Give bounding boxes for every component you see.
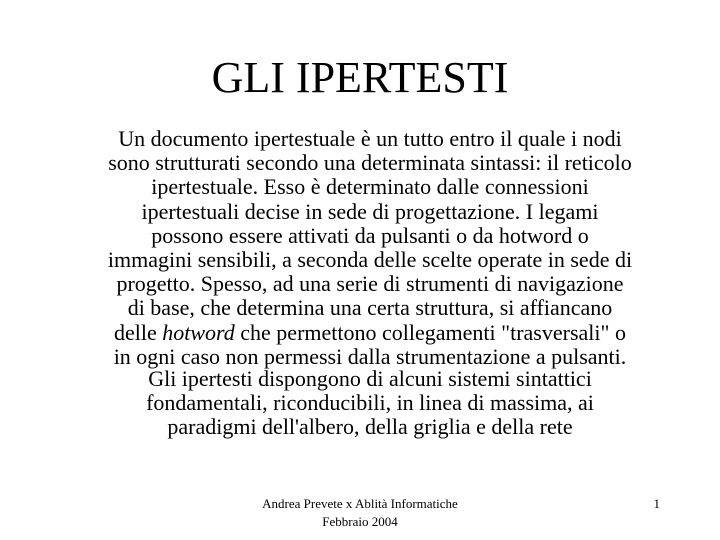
- paragraph-syntactic-systems: [90, 367, 650, 440]
- hotword-italic-term: hotword: [162, 319, 235, 345]
- footer-author: Andrea Prevete x Ablità Informatiche: [262, 496, 458, 511]
- slide-footer: [210, 495, 510, 531]
- text-line: sono strutturati secondo una determinata sintassi: il reticolo: [108, 150, 632, 176]
- text-line: paradigmi dell'albero, della griglia e della rete: [167, 414, 573, 440]
- text-line: immagini sensibili, a seconda delle scelte operate in sede di: [107, 247, 633, 273]
- slide-title: GLI IPERTESTI: [211, 53, 509, 102]
- text-line: in ogni caso non permessi dalla strumentazione a pulsanti.: [113, 343, 627, 369]
- text-line: possono essere attivati da pulsanti o da hotword o: [151, 222, 589, 248]
- text-fragment: che permettono collegamenti "trasversali" o: [234, 319, 626, 345]
- footer-date: Febbraio 2004: [322, 514, 398, 529]
- text-line: ipertestuali decise in sede di progettazione. I legami: [141, 198, 599, 224]
- text-line: fondamentali, riconducibili, in linea di massima, ai: [146, 390, 594, 416]
- paragraph-hypertext-definition: [70, 127, 670, 369]
- text-line: ipertestuale. Esso è determinato dalle connessioni: [151, 174, 589, 200]
- text-line: Gli ipertesti dispongono di alcuni sistemi sintattici: [148, 366, 592, 391]
- text-line: di base, che determina una certa struttura, si affiancano: [127, 295, 613, 321]
- text-fragment: delle: [113, 319, 163, 345]
- text-line: Un documento ipertestuale è un tutto entro il quale i nodi: [118, 126, 622, 151]
- page-number: 1: [653, 496, 660, 511]
- text-line: progetto. Spesso, ad una serie di strumenti di navigazione: [116, 271, 624, 297]
- text-line-with-italic: [70, 321, 670, 345]
